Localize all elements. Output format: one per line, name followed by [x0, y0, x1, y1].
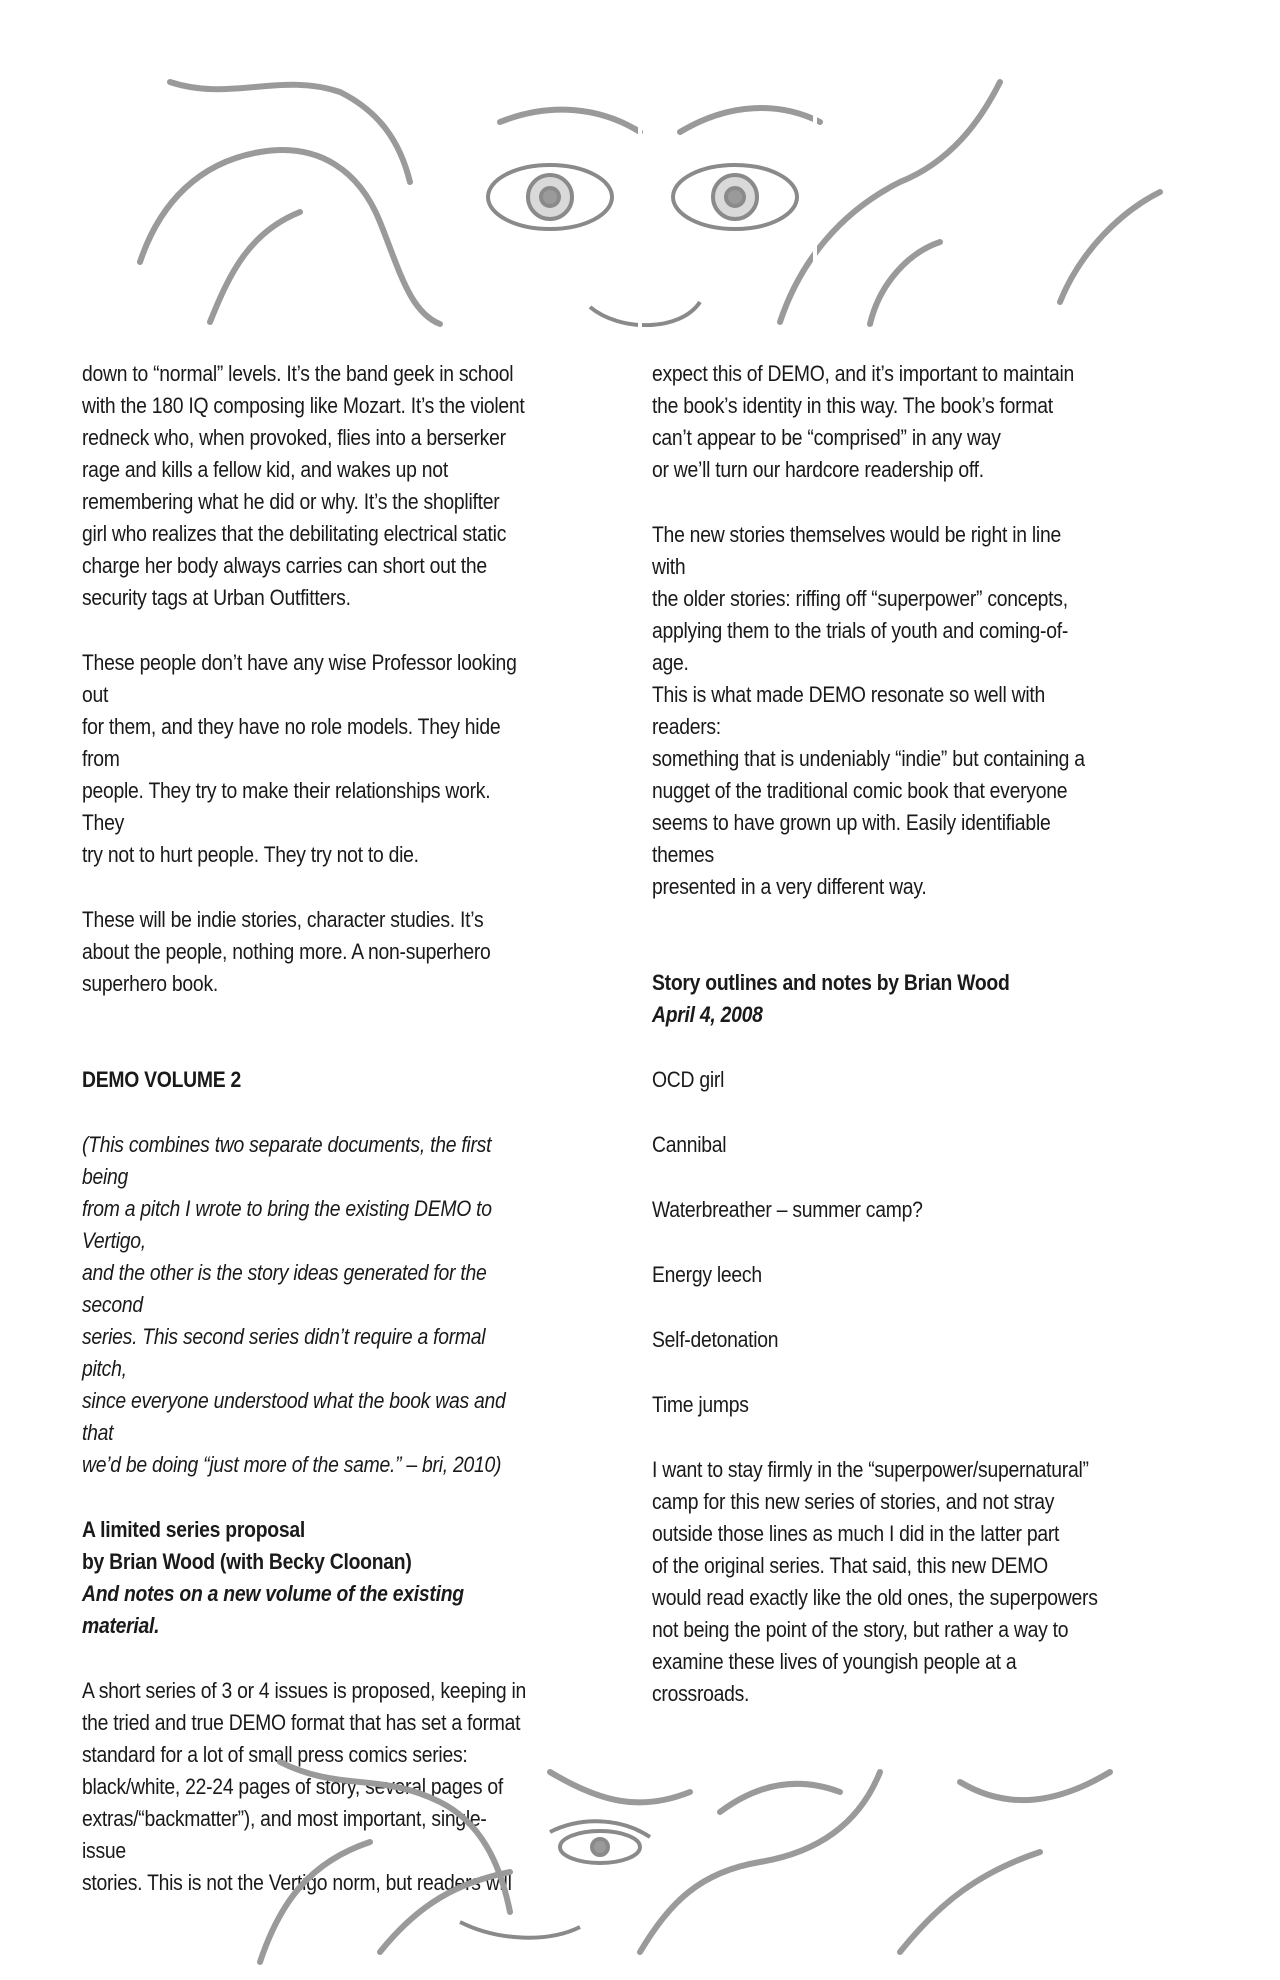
body-paragraph: A short series of 3 or 4 issues is proposed, keeping in the tried and true DEMO format that has set a format standard for a lot of small press comics series: black/white, 22-24 pages of story, several pages of extras/“backmatter”), and most important, single-issue stories. This is not the Vertigo norm, but readers will: [82, 1678, 527, 1895]
proposal-byline: by Brian Wood (with Becky Cloonan): [82, 1549, 412, 1574]
editor-note: (This combines two separate documents, the first being from a pitch I wrote to bring the existing DEMO to Vertigo, and the other is the story ideas generated for the second series. This second series didn’t require a formal pitch, since everyone understood what the book was and that we’d be doing “just more of the same.” – bri, 2010): [82, 1132, 506, 1477]
story-idea: Waterbreather – summer camp?: [652, 1197, 923, 1222]
story-idea: OCD girl: [652, 1067, 725, 1092]
comic-eyes-illustration-icon: [80, 62, 1180, 327]
section-heading: DEMO VOLUME 2: [82, 1067, 241, 1092]
body-paragraph: The new stories themselves would be right in line with the older stories: riffing off “superpower” concepts, applying them to the trials of youth and coming-of-age. This is what made DEMO resonate so well with readers: something that is undeniably “indie” but containing a nugget of the traditional comic book that everyone seems to have grown up with. Easily identifiable themes presented in a very different way.: [652, 522, 1085, 899]
bottom-illustration: [80, 1752, 1180, 1972]
top-illustration: [80, 62, 1180, 327]
proposal-subtitle: And notes on a new volume of the existing material.: [82, 1581, 464, 1638]
right-column: [652, 358, 1099, 1743]
story-idea: Self-detonation: [652, 1327, 779, 1352]
body-paragraph: These will be indie stories, character studies. It’s about the people, nothing more. A non-superhero superhero book.: [82, 907, 491, 996]
body-paragraph: down to “normal” levels. It’s the band geek in school with the 180 IQ composing like Mozart. It’s the violent redneck who, when provoked, flies into a berserker rage and kills a fellow kid, and wakes up not remembering what he did or why. It’s the shoplifter girl who realizes that the debilitating electrical static charge her body always carries can short out the security tags at Urban Outfitters.: [82, 361, 525, 610]
story-idea: Cannibal: [652, 1132, 727, 1157]
body-paragraph: I want to stay firmly in the “superpower/supernatural” camp for this new series of stories, and not stray outside those lines as much I did in the latter part of the original series. That said, this new DEMO would read exactly like the old ones, the superpowers not being the point of the story, but rather a way to examine these lives of youngish people at a crossroads.: [652, 1457, 1098, 1706]
left-column: [82, 358, 529, 1932]
outline-heading: [652, 967, 1099, 1031]
body-paragraph: These people don’t have any wise Professor looking out for them, and they have no role models. They hide from people. They try to make their relationships work. They try not to hurt people. They try not to die.: [82, 650, 517, 867]
proposal-heading: [82, 1514, 529, 1642]
story-idea: Energy leech: [652, 1262, 762, 1287]
outline-date: April 4, 2008: [652, 1002, 763, 1027]
comic-face-illustration-icon: [80, 1752, 1180, 1972]
proposal-title: A limited series proposal: [82, 1517, 305, 1542]
body-paragraph: expect this of DEMO, and it’s important to maintain the book’s identity in this way. The book’s format can’t appear to be “comprised” in any way or we’ll turn our hardcore readership off.: [652, 361, 1075, 482]
outline-title: Story outlines and notes by Brian Wood: [652, 970, 1010, 995]
story-idea: Time jumps: [652, 1392, 749, 1417]
